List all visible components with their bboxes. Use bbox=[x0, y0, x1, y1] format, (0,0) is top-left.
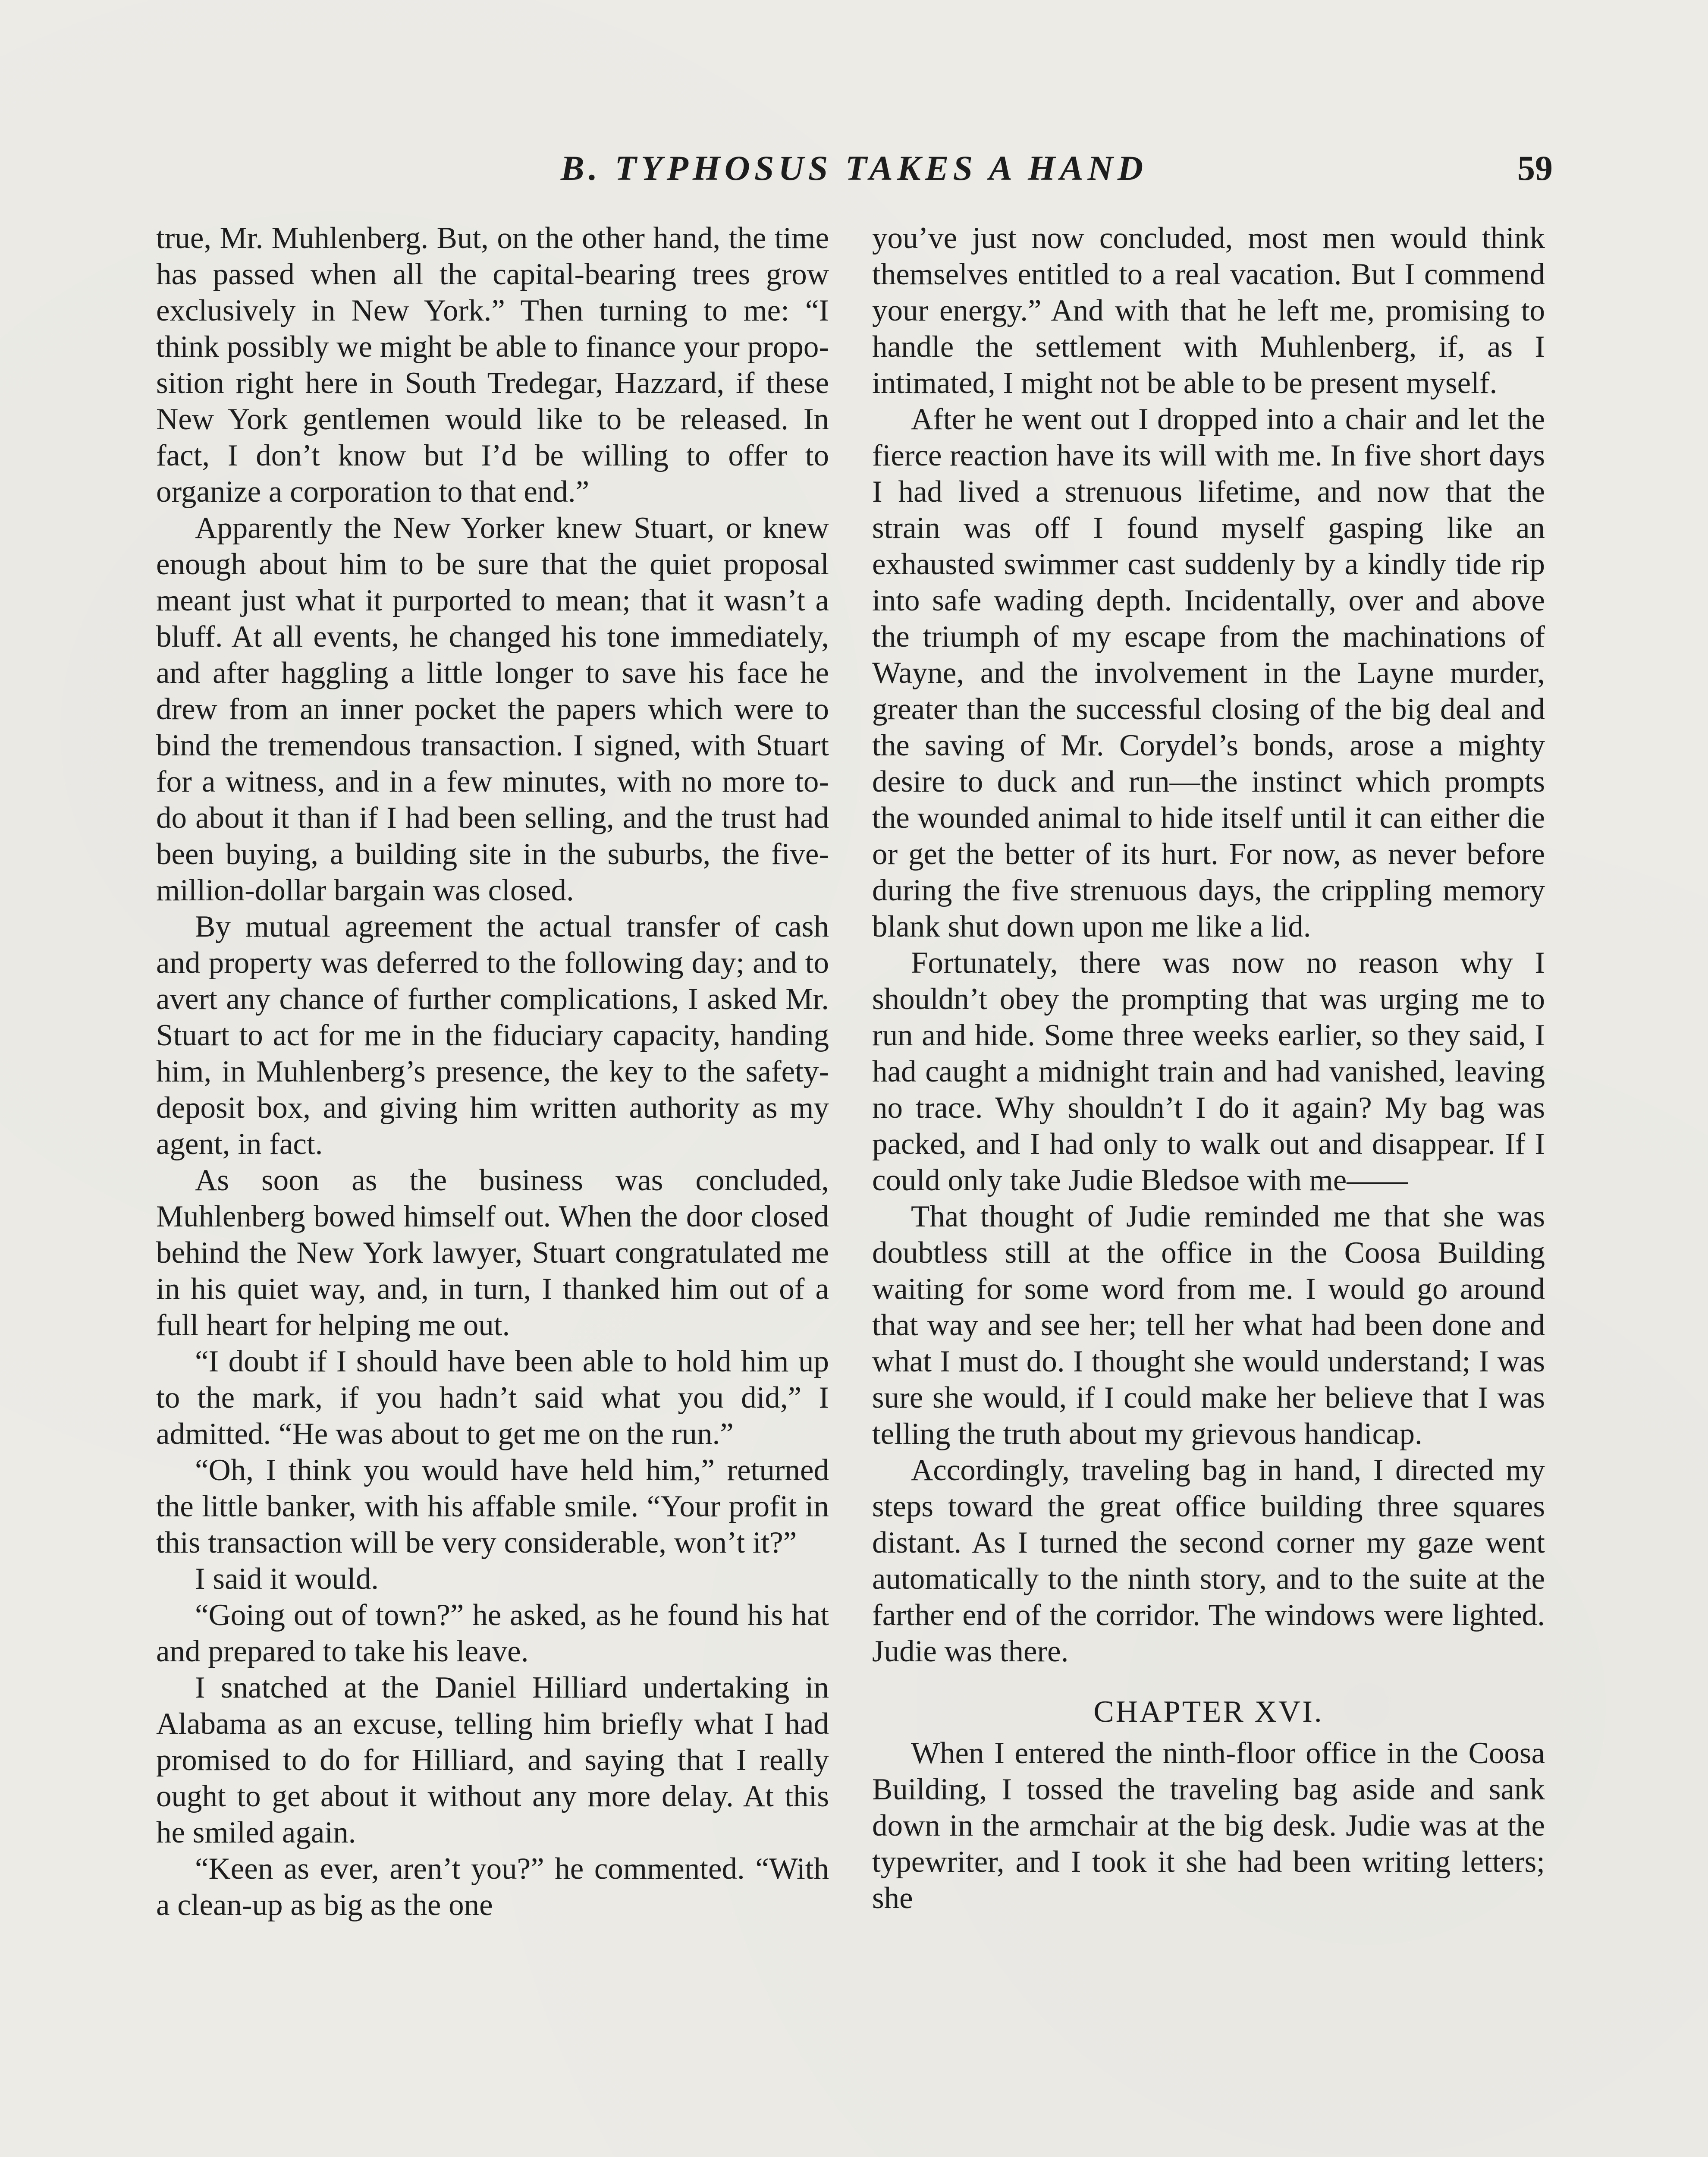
page-number: 59 bbox=[1517, 148, 1553, 188]
paragraph: “Keen as ever, aren’t you?” he commented. “With a clean-up as big as the one bbox=[156, 1852, 829, 1922]
paragraph: That thought of Judie reminded me that she was doubtless still at the office in the Coosa Building waiting for some word from me. I would go around that way and see her; tell her what had been done and what I must do. I thought she would understand; I was sure she would, if I could make her believe that I was telling the truth about my grievous handicap. bbox=[872, 1200, 1545, 1451]
paragraph: Apparently the New Yorker knew Stuart, or knew enough about him to be sure that the quiet proposal meant just what it purported to mean; that it wasn’t a bluff. At all events, he changed his tone immediately, and after haggling a little longer to save his face he drew from an inner pocket the papers which were to bind the tremendous transaction. I signed, with Stuart for a witness, and in a few minutes, with no more to-do about it than if I had been selling, and the trust had been buying, a building site in the suburbs, the five-million-dollar bargain was closed. bbox=[156, 511, 829, 907]
chapter-heading: CHAPTER XVI. bbox=[1093, 1695, 1324, 1729]
left-column bbox=[156, 220, 829, 1923]
paragraph: As soon as the business was concluded, Muhlenberg bowed himself out. When the door closed behind the New York lawyer, Stuart congratulated me in his quiet way, and, in turn, I thanked him out of a full heart for helping me out. bbox=[156, 1163, 829, 1342]
paragraph: “I doubt if I should have been able to hold him up to the mark, if you hadn’t said what you did,” I admitted. “He was about to get me on the run.” bbox=[156, 1345, 829, 1451]
paragraph: When I entered the ninth-floor office in the Coosa Building, I tossed the traveling bag aside and sank down in the armchair at the big desk. Judie was at the typewriter, and I took it she had been writing letters; she bbox=[872, 1736, 1545, 1915]
paragraph: Accordingly, traveling bag in hand, I directed my steps toward the great office building three squares distant. As I turned the second corner my gaze went automatically to the ninth story, and to the suite at the farther end of the corridor. The windows were lighted. Judie was there. bbox=[872, 1453, 1545, 1668]
paragraph: After he went out I dropped into a chair and let the fierce reaction have its will with me. In five short days I had lived a strenuous lifetime, and now that the strain was off I found myself gasping like an exhausted swimmer cast suddenly by a kindly tide rip into safe wading depth. Incidentally, over and above the triumph of my escape from the machinations of Wayne, and the involvement in the Layne murder, greater than the successful closing of the big deal and the saving of Mr. Corydel’s bonds, arose a mighty desire to duck and run—the instinct which prompts the wounded animal to hide itself until it can either die or get the better of its hurt. For now, as never before during the five strenuous days, the crippling memory blank shut down upon me like a lid. bbox=[872, 402, 1545, 943]
paragraph: “Oh, I think you would have held him,” returned the little banker, with his affable smile. “Your profit in this transaction will be very considerable, won’t it?” bbox=[156, 1453, 829, 1560]
running-title: B. TYPHOSUS TAKES A HAND bbox=[560, 148, 1148, 188]
paragraph: By mutual agreement the actual transfer of cash and property was deferred to the following day; and to avert any chance of further complications, I asked Mr. Stuart to act for me in the fiduciary capacity, handing him, in Muhlenberg’s presence, the key to the safety-deposit box, and giving him written authority as my agent, in fact. bbox=[156, 910, 829, 1161]
paragraph: you’ve just now concluded, most men would think themselves entitled to a real vacation. But I commend your energy.” And with that he left me, promising to handle the settlement with Muhlenberg, if, as I intimated, I might not be able to be present myself. bbox=[872, 221, 1545, 400]
page-header bbox=[155, 145, 1553, 196]
paragraph: I snatched at the Daniel Hilliard undertaking in Alabama as an excuse, telling him briefly what I had promised to do for Hilliard, and saying that I really ought to get about it without any more delay. At this he smiled again. bbox=[156, 1671, 829, 1849]
paragraph: Fortunately, there was now no reason why I shouldn’t obey the prompting that was urging me to run and hide. Some three weeks earlier, so they said, I had caught a midnight train and had vanished, leaving no trace. Why shouldn’t I do it again? My bag was packed, and I had only to walk out and disappear. If I could only take Judie Bledsoe with me—— bbox=[872, 946, 1545, 1197]
right-column bbox=[872, 220, 1545, 1916]
paragraph: true, Mr. Muhlenberg. But, on the other hand, the time has passed when all the capital-bearing trees grow exclusively in New York.” Then turning to me: “I think possibly we might be able to finance your proposition right here in South Tredegar, Hazzard, if these New York gentlemen would like to be released. In fact, I don’t know but I’d be willing to offer to organize a corporation to that end.” bbox=[156, 221, 829, 509]
paragraph: I said it would. bbox=[195, 1562, 379, 1596]
paragraph: “Going out of town?” he asked, as he found his hat and prepared to take his leave. bbox=[156, 1598, 829, 1668]
